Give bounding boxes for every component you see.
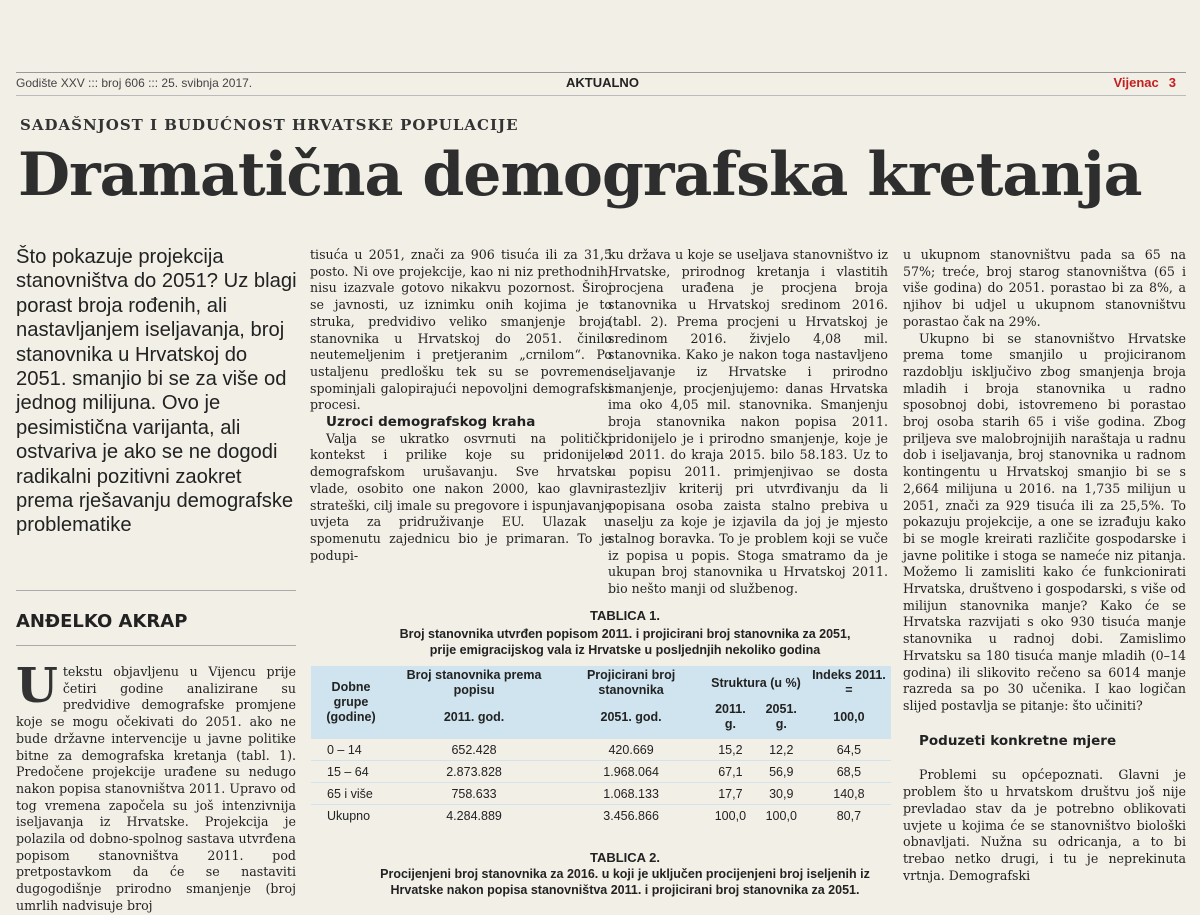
header-structure: Struktura (u %) [705, 666, 807, 700]
section-heading-measures: Poduzeti konkretne mjere [919, 732, 1117, 749]
column-4-paragraph-3: Problemi su općepoznati. Glavni je problem što u hrvatskom društvu još nije prevladao stav da je potrebno oblikovati uvjete u kojima će se stanovništvo biološki obnavljati. Nužna su odricanja, a to bi trebao netko drugi, i tu je neprekinuta vrtnja. Demografski [903, 767, 1186, 883]
section-name: AKTUALNO [566, 75, 639, 90]
article-column-3 [608, 247, 888, 597]
brand-name: Vijenac [1113, 75, 1159, 90]
lead-separator [16, 590, 296, 591]
table-1-caption [310, 626, 940, 658]
table-row [311, 761, 891, 783]
header-projected: Projicirani broj stanovnika [557, 666, 705, 700]
column-2-paragraph-2: Valja se ukratko osvrnuti na politički kontekst i prilike koje su pridonijele demografskom urušavanju. Sve hrvatske vlade, osobito one nakon 2000, kao glavni, strateški, cilj imale su pregovore i ispunjavanje uvjeta za pridruživanje EU. Ulazak u spomenutu zajednicu bio je primaran. To je podupi- [310, 430, 612, 563]
section-heading-causes: Uzroci demografskog kraha [326, 414, 536, 431]
table-2-caption-line-1: Procijenjeni broj stanovnika za 2016. u koji je uključen procijenjeni broj iseljenih iz [380, 867, 870, 881]
header-structure-2051: 2051. g. [756, 700, 807, 739]
cell-structure-2011: 15,2 [705, 739, 756, 761]
article-kicker: SADAŠNJOST I BUDUĆNOST HRVATSKE POPULACIJE [20, 116, 519, 134]
column-4-paragraph-2: Ukupno bi se stanovništvo Hrvatske prema tome smanjilo u projiciranom razdoblju isključivo zbog smanjenja broja mladih i broja stanovnika u radno sposobnoj dobi, istovremeno bi porastao broj osoba starih 65 i više godina. Zbog priljeva sve malobrojnijih naraštaja u radnu dob i iseljavanja, broj stanovnika u radnom kontingentu u Hrvatskoj smanjio bi se s 2,664 milijuna u 2016. na 1,735 milijun u 2051, znači za 929 tisuća ili za 25,5%. To pokazuju projekcije, a one se izrađuju kako bi se mogle kreirati različite gospodarske i javne politike i stoga se nameće niz pitanja. Možemo li zamisliti kako će funkcionirati Hrvatska, društveno i gospodarski, s više od milijun stanovnika manje? Kako će se Hrvatska razvijati s oko 930 tisuća manje stanovnika u radnoj dobi. Zamislimo Hrvatsku sa 180 tisuća manje mladih (0–14 godina) ili slikovito rečeno sa 6014 manje razreda sa po 30 učenika. I kao logičan slijed postavlja se pitanje: što učiniti? [903, 330, 1186, 713]
cell-projected: 3.456.866 [557, 805, 705, 827]
cell-census: 2.873.828 [391, 761, 557, 783]
cell-structure-2051: 12,2 [756, 739, 807, 761]
cell-census: 652.428 [391, 739, 557, 761]
cell-structure-2011: 100,0 [705, 805, 756, 827]
drop-cap: U [16, 658, 58, 714]
cell-group: 65 i više [311, 783, 391, 805]
cell-structure-2011: 67,1 [705, 761, 756, 783]
header-census-year: 2011. god. [391, 700, 557, 739]
cell-census: 758.633 [391, 783, 557, 805]
table-1-label: TABLICA 1. [589, 608, 661, 623]
table-1-caption-line-2: prije emigracijskog vala iz Hrvatske u posljednjih nekoliko godina [429, 643, 821, 657]
article-author: ANĐELKO AKRAP [16, 611, 188, 632]
cell-structure-2051: 100,0 [756, 805, 807, 827]
author-separator [16, 645, 296, 646]
header-index: Indeks 2011. = [807, 666, 891, 700]
header-projected-year: 2051. god. [557, 700, 705, 739]
column-1-paragraph [16, 658, 296, 915]
cell-index: 140,8 [807, 783, 891, 805]
column-4-paragraph-1: u ukupnom stanovništvu pada sa 65 na 57%; treće, broj starog stanovništva (65 i više godina) do 2051. porastao bi za 8%, a njihov bi udjel u ukupnom stanovništvu porastao čak na 29%. [903, 247, 1186, 329]
cell-group: 0 – 14 [311, 739, 391, 761]
cell-projected: 420.669 [557, 739, 705, 761]
cell-projected: 1.068.133 [557, 783, 705, 805]
table-row [311, 805, 891, 827]
table-2-caption-line-2: Hrvatske nakon popisa stanovništva 2011. i projicirani broj stanovnika za 2051. [390, 883, 860, 897]
table-row [311, 783, 891, 805]
table-1-caption-line-1: Broj stanovnika utvrđen popisom 2011. i projicirani broj stanovnika za 2051, [399, 627, 851, 641]
article-column-2 [310, 247, 612, 592]
cell-structure-2051: 30,9 [756, 783, 807, 805]
article-column-4 [903, 247, 1186, 900]
header-structure-2011: 2011. g. [705, 700, 756, 739]
column-1-text: tekstu objavljenu u Vijencu prije četiri godine analizirane su predvidive demografske promjene koje se mogu očekivati do 2051. ako ne bude državne intervencije u javne politike bitne za demografska kretanja (tabl. 1). Predočene projekcije urađene su nedugo nakon popisa stanovništva 2011. Upravo od tog vremena započela su još intenzivnija iseljavanja iz Hrvatske. Projekcija je polazila od dobno-spolnog sastava utvrđena popisom stanovništva 2011. pod pretpostavkom da će se nastaviti dugogodišnje prirodno smanjenje (broj umrlih nadvisuje broj [16, 664, 296, 913]
page-number: 3 [1168, 75, 1176, 90]
header-age-group: Dobne grupe (godine) [311, 666, 391, 739]
table-2-caption [310, 866, 940, 898]
issue-info: Godište XXV ::: broj 606 ::: 25. svibnja 2017. [16, 76, 253, 90]
column-2-paragraph-1: tisuća u 2051, znači za 906 tisuća ili za 31,5 posto. Ni ove projekcije, kao ni niz prethodnih, nisu izazvale gotovo nikakvu pozornost. Široj se javnosti, uz iznimku onih kojima je to struka, predvidivo veliko smanjenje broja stanovnika u Hrvatskoj do 2051. činilo neutemeljenim i pretjeranim „crnilom“. Po ustaljenu predlošku tek su se povremeno spominjali galopirajući nepovoljni demografski procesi. [310, 247, 612, 413]
table-2-label: TABLICA 2. [589, 850, 661, 865]
header-census: Broj stanovnika prema popisu [391, 666, 557, 700]
page-header [16, 72, 1186, 96]
cell-index: 80,7 [807, 805, 891, 827]
population-table [311, 666, 891, 826]
article-headline: Dramatična demografska kretanja [18, 140, 1142, 210]
cell-structure-2051: 56,9 [756, 761, 807, 783]
cell-index: 64,5 [807, 739, 891, 761]
cell-group: 15 – 64 [311, 761, 391, 783]
column-3-paragraph-1: ku država u koje se useljava stanovništvo iz Hrvatske, prirodnog kretanja i vlastitih procjena urađena je procjena broja stanovnika u Hrvatskoj sredinom 2016. (tabl. 2). Prema procjeni u Hrvatskoj je sredinom 2016. živjelo 4,08 mil. stanovnika. Kako je nakon toga nastavljeno iseljavanje iz Hrvatske i prirodno smanjenje, procjenjujemo: danas Hrvatska ima oko 4,05 mil. stanovnika. Smanjenju broja stanovnika nakon popisa 2011. pridonijelo je i prirodno smanjenje, koje je od 2011. do kraja 2015. bilo 58.183. Uz to u popisu 2011. primjenjivao se dosta rastezljiv kriterij pri utvrđivanju da li popisana osoba zaista stalno prebiva u naselju za koje je izjavila da joj je mjesto stalnog boravka. To je problem koji se vuče iz popisa u popis. Stoga smatramo da je ukupan broj stanovnika u Hrvatskoj 2011. bio nešto manji od službenog. [608, 247, 888, 597]
brand [1113, 75, 1176, 90]
header-index-base: 100,0 [807, 700, 891, 739]
table-row [311, 739, 891, 761]
article-column-1 [16, 658, 296, 913]
cell-projected: 1.968.064 [557, 761, 705, 783]
article-lead: Što pokazuje projekcija stanovništva do 2051? Uz blagi porast broja rođenih, ali nastavljanjem iseljavanja, broj stanovnika u Hrvatskoj do 2051. smanjio bi se za više od jednog milijuna. Ovo je pesimistična varijanta, ali ostvariva je ako se ne dogodi radikalni pozitivni zaokret prema rješavanju demografske problematike [16, 246, 297, 537]
cell-census: 4.284.889 [391, 805, 557, 827]
cell-group: Ukupno [311, 805, 391, 827]
cell-structure-2011: 17,7 [705, 783, 756, 805]
cell-index: 68,5 [807, 761, 891, 783]
